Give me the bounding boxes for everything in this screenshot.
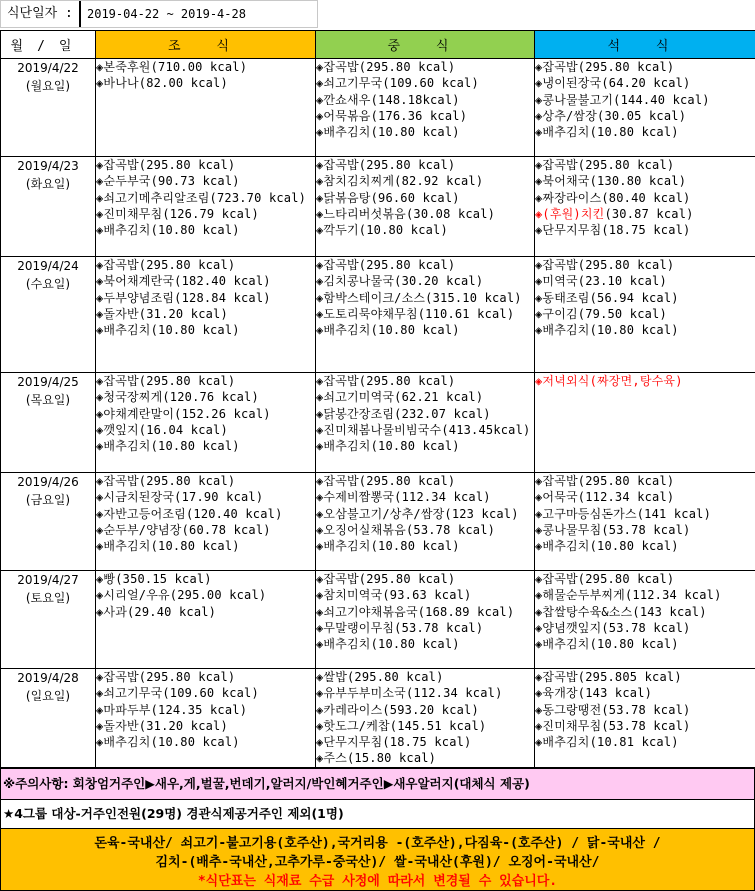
- breakfast-menu-item: ◈마파두부(124.35 kcal): [96, 702, 248, 717]
- day-row: [1, 473, 755, 571]
- dinner-menu-item: ◈찹쌀탕수육&소스(143 kcal): [535, 604, 707, 619]
- lunch-menu-item: ◈오징어실채볶음(53.78 kcal): [316, 522, 496, 537]
- lunch-menu-item: ◈닭볶음탕(96.60 kcal): [316, 190, 460, 205]
- dinner-menu-item: ◈고구마등심돈가스(141 kcal): [535, 506, 712, 521]
- day-weekday: (목요일): [25, 393, 71, 407]
- dinner-menu-item: ◈양념깻잎지(53.78 kcal): [535, 620, 691, 635]
- dinner-menu-item: ◈잡곡밥(295.80 kcal): [535, 60, 675, 74]
- breakfast-menu-item: ◈배추김치(10.80 kcal): [96, 539, 240, 554]
- dinner-menu-item: ◈동그랑땡전(53.78 kcal): [535, 702, 691, 717]
- lunch-menu-item: ◈잡곡밥(295.80 kcal): [316, 474, 456, 488]
- dinner-cell: [535, 59, 755, 157]
- day-weekday: (화요일): [25, 177, 71, 191]
- origin-line-1: 돈육-국내산/ 쇠고기-불고기용(호주산),국거리용 -(호주산),다짐육-(호주산) / 닭-국내산 /: [94, 836, 661, 851]
- date-range-field: [0, 0, 318, 28]
- lunch-menu-item: ◈잡곡밥(295.80 kcal): [316, 374, 456, 388]
- dinner-cell: [535, 257, 755, 373]
- change-warning: *식단표는 식재료 수급 사정에 따라서 변경될 수 있습니다.: [197, 874, 558, 889]
- dinner-menu-item: ◈육개장(143 kcal): [535, 686, 653, 701]
- dinner-menu-item: ◈콩나물무침(53.78 kcal): [535, 522, 691, 537]
- dinner-menu-item: ◈미역국(23.10 kcal): [535, 274, 667, 289]
- dinner-menu-item: ◈진미채무침(53.78 kcal): [535, 718, 691, 733]
- breakfast-menu-item: ◈잡곡밥(295.80 kcal): [96, 258, 236, 272]
- lunch-menu-item: ◈도토리묵야채무침(110.61 kcal): [316, 306, 515, 321]
- lunch-cell: [316, 257, 535, 373]
- breakfast-menu-item: ◈배추김치(10.80 kcal): [96, 323, 240, 338]
- day-date: 2019/4/26: [17, 475, 79, 489]
- breakfast-menu-item: ◈돌자반(31.20 kcal): [96, 718, 228, 733]
- lunch-menu-item: ◈단무지무침(18.75 kcal): [316, 735, 472, 750]
- breakfast-menu-item: ◈바나나(82.00 kcal): [96, 76, 228, 91]
- dinner-menu-item: ◈배추김치(10.80 kcal): [535, 539, 679, 554]
- column-header-dinner: 석 식: [535, 31, 755, 59]
- lunch-menu-item: ◈어묵볶음(176.36 kcal): [316, 108, 468, 123]
- breakfast-menu-item: ◈야채계란말이(152.26 kcal): [96, 406, 271, 421]
- lunch-menu-item: ◈함박스테이크/소스(315.10 kcal): [316, 290, 522, 305]
- menu-body: [1, 59, 755, 768]
- day-date: 2019/4/25: [17, 375, 79, 389]
- dinner-menu-item: ◈배추김치(10.80 kcal): [535, 125, 679, 140]
- dinner-menu-item: ◈콩나물불고기(144.40 kcal): [535, 92, 710, 107]
- day-weekday: (금요일): [25, 493, 71, 507]
- day-date: 2019/4/23: [17, 159, 79, 173]
- day-date: 2019/4/24: [17, 259, 79, 273]
- breakfast-menu-item: ◈잡곡밥(295.80 kcal): [96, 158, 236, 172]
- day-date: 2019/4/28: [17, 671, 79, 685]
- day-date: 2019/4/27: [17, 573, 79, 587]
- breakfast-menu-item: ◈쇠고기무국(109.60 kcal): [96, 686, 259, 701]
- breakfast-menu-item: ◈시리얼/우유(295.00 kcal): [96, 588, 267, 603]
- day-row: [1, 373, 755, 473]
- lunch-menu-item: ◈참치미역국(93.63 kcal): [316, 588, 472, 603]
- lunch-menu-item: ◈카레라이스(593.20 kcal): [316, 702, 479, 717]
- breakfast-menu-item: ◈잡곡밥(295.80 kcal): [96, 670, 236, 684]
- allergy-notice: ※주의사항: 회창엄거주인▶새우,게,벌꿀,번데기,알러지/박인혜거주인▶새우알러지(대체식 제공): [0, 768, 755, 800]
- lunch-menu-item: ◈깍두기(10.80 kcal): [316, 223, 448, 238]
- breakfast-cell: [96, 473, 316, 571]
- breakfast-menu-item: ◈본죽후원(710.00 kcal): [96, 60, 248, 74]
- highlight-text: ◈(후원)치킨: [535, 206, 605, 221]
- column-header-date: 월/일: [1, 31, 96, 59]
- breakfast-cell: [96, 669, 316, 768]
- breakfast-menu-item: ◈쇠고기메추리알조림(723.70 kcal): [96, 190, 307, 205]
- breakfast-menu-item: ◈배추김치(10.80 kcal): [96, 223, 240, 238]
- day-weekday: (토요일): [25, 591, 71, 605]
- day-row: [1, 669, 755, 768]
- breakfast-cell: [96, 571, 316, 669]
- breakfast-menu-item: ◈북어채계란국(182.40 kcal): [96, 274, 271, 289]
- lunch-cell: [316, 571, 535, 669]
- dinner-menu-item: ◈상추/쌈장(30.05 kcal): [535, 108, 687, 123]
- breakfast-menu-item: ◈사과(29.40 kcal): [96, 604, 217, 619]
- day-row: [1, 571, 755, 669]
- lunch-menu-item: ◈쇠고기미역국(62.21 kcal): [316, 390, 484, 405]
- dinner-menu-item: ◈잡곡밥(295.80 kcal): [535, 258, 675, 272]
- lunch-menu-item: ◈김치콩나물국(30.20 kcal): [316, 274, 484, 289]
- dinner-cell: [535, 571, 755, 669]
- dinner-menu-item: ◈저녁외식(짜장면,탕수육): [535, 374, 683, 388]
- dinner-menu-item: ◈잡곡밥(295.805 kcal): [535, 670, 682, 684]
- day-date-cell: [1, 473, 96, 571]
- column-header-lunch: 중 식: [316, 31, 535, 59]
- lunch-menu-item: ◈쇠고기무국(109.60 kcal): [316, 76, 479, 91]
- lunch-menu-item: ◈쌀밥(295.80 kcal): [316, 670, 444, 684]
- dinner-menu-item: ◈잡곡밥(295.80 kcal): [535, 572, 675, 586]
- lunch-cell: [316, 59, 535, 157]
- lunch-menu-item: ◈깐쇼새우(148.18kcal): [316, 92, 460, 107]
- lunch-menu-item: ◈무말랭이무침(53.78 kcal): [316, 620, 484, 635]
- lunch-cell: [316, 373, 535, 473]
- lunch-menu-item: ◈느타리버섯볶음(30.08 kcal): [316, 206, 496, 221]
- day-date-cell: [1, 373, 96, 473]
- lunch-menu-item: ◈유부두부미소국(112.34 kcal): [316, 686, 503, 701]
- breakfast-menu-item: ◈빵(350.15 kcal): [96, 572, 212, 586]
- dinner-menu-item: ◈잡곡밥(295.80 kcal): [535, 158, 675, 172]
- column-header-breakfast: 조 식: [96, 31, 316, 59]
- lunch-menu-item: ◈배추김치(10.80 kcal): [316, 125, 460, 140]
- lunch-menu-item: ◈배추김치(10.80 kcal): [316, 439, 460, 454]
- breakfast-cell: [96, 59, 316, 157]
- breakfast-menu-item: ◈돌자반(31.20 kcal): [96, 306, 228, 321]
- lunch-menu-item: ◈수제비짬뽕국(112.34 kcal): [316, 490, 491, 505]
- lunch-menu-item: ◈오삼불고기/상추/쌈장(123 kcal): [316, 506, 519, 521]
- lunch-menu-item: ◈핫도그/케찹(145.51 kcal): [316, 718, 487, 733]
- breakfast-menu-item: ◈자반고등어조림(120.40 kcal): [96, 506, 283, 521]
- breakfast-menu-item: ◈잡곡밥(295.80 kcal): [96, 374, 236, 388]
- lunch-menu-item: ◈배추김치(10.80 kcal): [316, 539, 460, 554]
- day-date: 2019/4/22: [17, 61, 79, 75]
- date-range-value: 2019-04-22 ~ 2019-4-28: [87, 7, 246, 21]
- weekly-menu-table: [0, 30, 755, 768]
- breakfast-menu-item: ◈잡곡밥(295.80 kcal): [96, 474, 236, 488]
- breakfast-menu-item: ◈진미채무침(126.79 kcal): [96, 206, 259, 221]
- breakfast-menu-item: ◈두부양념조림(128.84 kcal): [96, 290, 271, 305]
- day-date-cell: [1, 669, 96, 768]
- breakfast-cell: [96, 157, 316, 257]
- dinner-menu-item: ◈배추김치(10.81 kcal): [535, 735, 679, 750]
- dinner-menu-item: ◈잡곡밥(295.80 kcal): [535, 474, 675, 488]
- lunch-cell: [316, 157, 535, 257]
- day-weekday: (월요일): [25, 79, 71, 93]
- breakfast-menu-item: ◈배추김치(10.80 kcal): [96, 439, 240, 454]
- dinner-menu-item: ◈짜장라이스(80.40 kcal): [535, 190, 691, 205]
- day-date-cell: [1, 157, 96, 257]
- dinner-cell: [535, 373, 755, 473]
- origin-info: [0, 829, 755, 891]
- dinner-menu-item: ◈해물순두부찌게(112.34 kcal): [535, 588, 722, 603]
- day-date-cell: [1, 571, 96, 669]
- breakfast-menu-item: ◈순두부국(90.73 kcal): [96, 174, 240, 189]
- date-range-label: 식단일자 :: [1, 1, 81, 27]
- dinner-cell: [535, 473, 755, 571]
- dinner-menu-item: ◈냉이된장국(64.20 kcal): [535, 76, 691, 91]
- day-date-cell: [1, 59, 96, 157]
- breakfast-menu-item: ◈배추김치(10.80 kcal): [96, 735, 240, 750]
- lunch-cell: [316, 669, 535, 768]
- lunch-menu-item: ◈진미채봄나물비빔국수(413.45kcal): [316, 422, 531, 437]
- dinner-menu-item: ◈배추김치(10.80 kcal): [535, 323, 679, 338]
- lunch-menu-item: ◈잡곡밥(295.80 kcal): [316, 158, 456, 172]
- day-row: [1, 157, 755, 257]
- lunch-cell: [316, 473, 535, 571]
- lunch-menu-item: ◈참치김치찌게(82.92 kcal): [316, 174, 484, 189]
- lunch-menu-item: ◈주스(15.80 kcal): [316, 751, 437, 766]
- lunch-menu-item: ◈쇠고기야채볶음국(168.89 kcal): [316, 604, 515, 619]
- group-note: ★4그룹 대상-거주인전원(29명) 경관식제공거주인 제외(1명): [0, 800, 755, 829]
- origin-line-2: 김치-(배추-국내산,고추가루-중국산)/ 쌀-국내산(후원)/ 오징어-국내산/: [155, 855, 600, 870]
- dinner-menu-item: ◈어묵국(112.34 kcal): [535, 490, 675, 505]
- lunch-menu-item: ◈배추김치(10.80 kcal): [316, 323, 460, 338]
- dinner-menu-item: ◈구이김(79.50 kcal): [535, 306, 667, 321]
- lunch-menu-item: ◈잡곡밥(295.80 kcal): [316, 60, 456, 74]
- day-row: [1, 59, 755, 157]
- dinner-menu-item: ◈북어채국(130.80 kcal): [535, 174, 687, 189]
- lunch-menu-item: ◈배추김치(10.80 kcal): [316, 637, 460, 652]
- lunch-menu-item: ◈잡곡밥(295.80 kcal): [316, 572, 456, 586]
- lunch-menu-item: ◈잡곡밥(295.80 kcal): [316, 258, 456, 272]
- dinner-cell: [535, 157, 755, 257]
- dinner-menu-item: ◈동태조림(56.94 kcal): [535, 290, 679, 305]
- breakfast-menu-item: ◈시금치된장국(17.90 kcal): [96, 490, 264, 505]
- breakfast-menu-item: ◈순두부/양념장(60.78 kcal): [96, 522, 271, 537]
- day-weekday: (수요일): [25, 277, 71, 291]
- breakfast-cell: [96, 373, 316, 473]
- dinner-menu-item: ◈배추김치(10.80 kcal): [535, 637, 679, 652]
- breakfast-menu-item: ◈깻잎지(16.04 kcal): [96, 422, 228, 437]
- breakfast-cell: [96, 257, 316, 373]
- day-weekday: (일요일): [25, 689, 71, 703]
- day-row: [1, 257, 755, 373]
- lunch-menu-item: ◈닭봉간장조림(232.07 kcal): [316, 406, 491, 421]
- dinner-menu-item: ◈단무지무침(18.75 kcal): [535, 223, 691, 238]
- dinner-cell: [535, 669, 755, 768]
- dinner-menu-item: ◈(후원)치킨(30.87 kcal): [535, 206, 694, 221]
- day-date-cell: [1, 257, 96, 373]
- breakfast-menu-item: ◈청국장찌게(120.76 kcal): [96, 390, 259, 405]
